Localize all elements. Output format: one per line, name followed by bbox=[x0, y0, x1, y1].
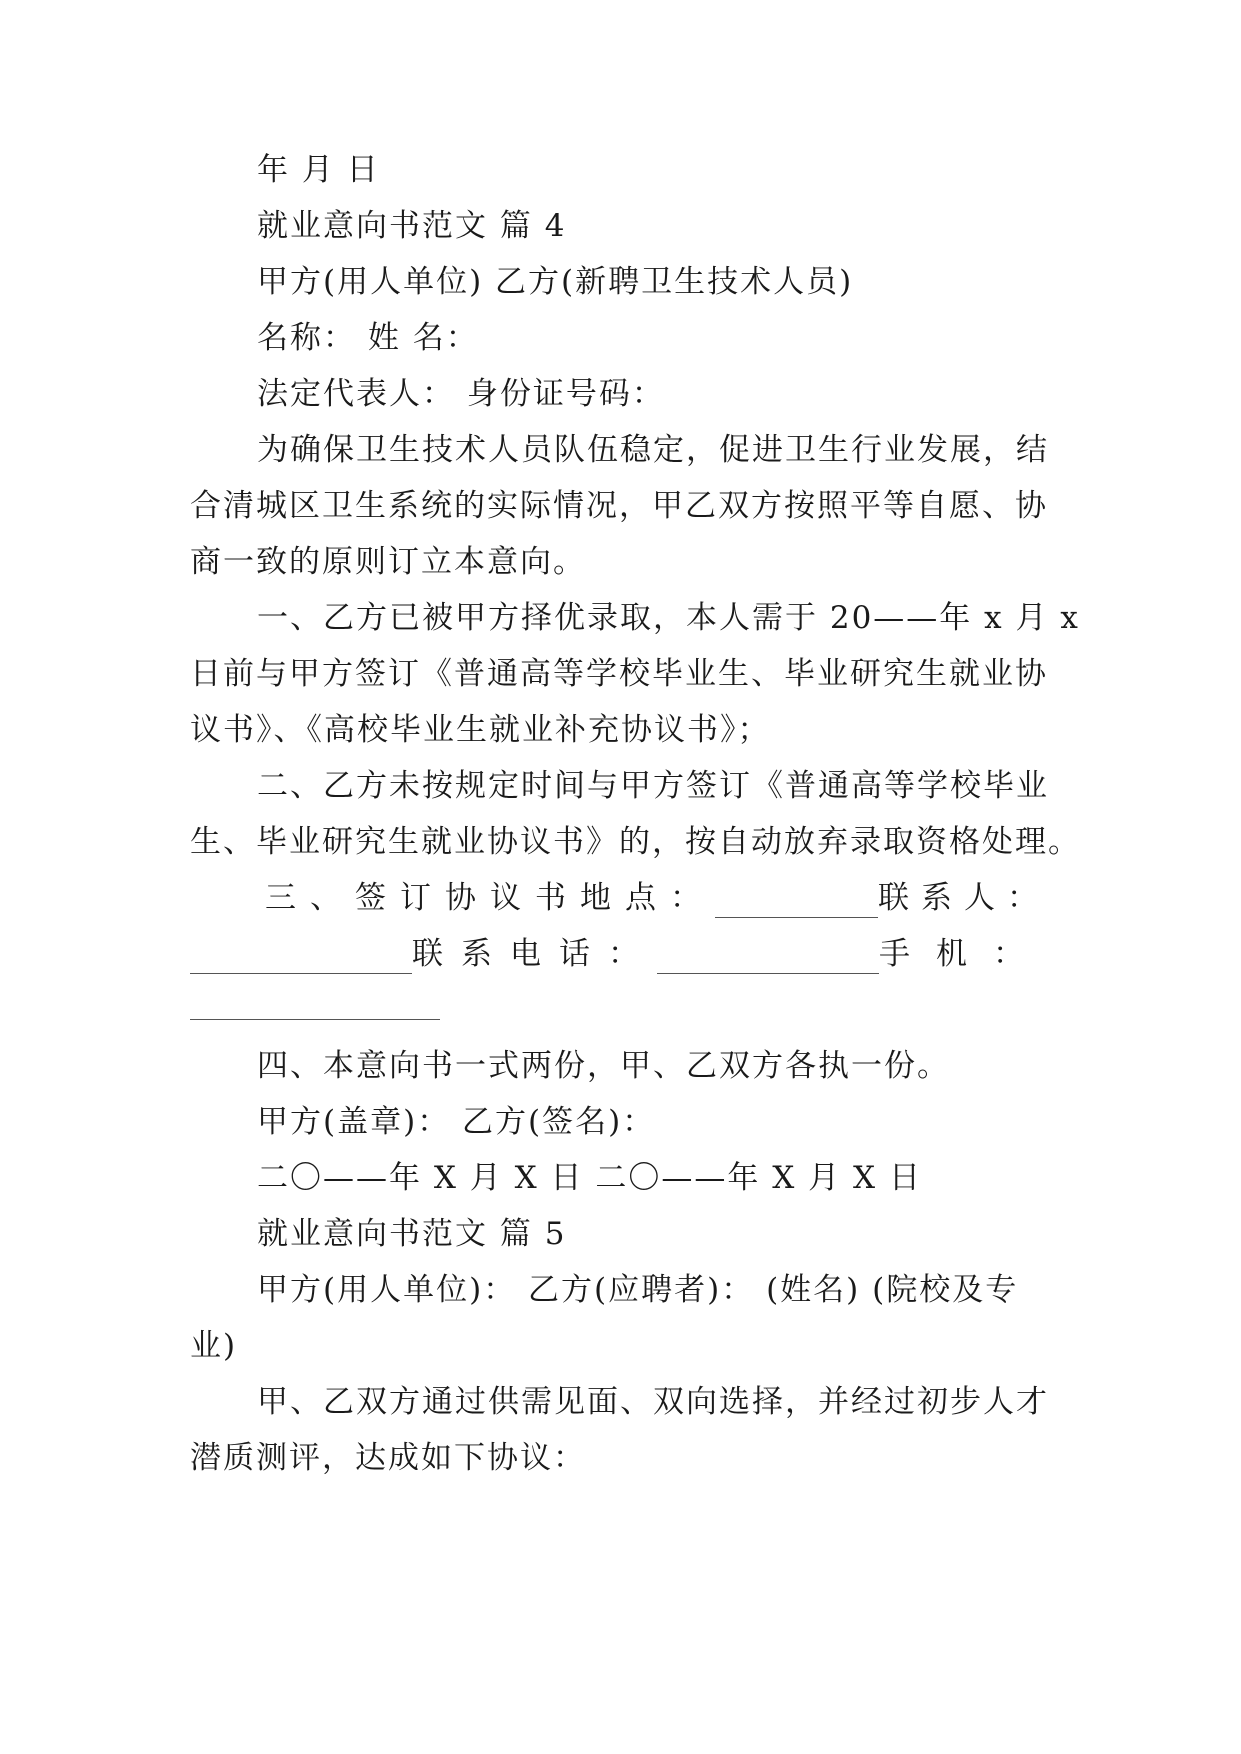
contact-label: 联系人： bbox=[878, 880, 1050, 916]
date-line: 年 月 日 bbox=[257, 152, 380, 188]
signature-date-line: 二〇——年 X 月 X 日 二〇——年 X 月 X 日 bbox=[257, 1160, 922, 1196]
intro-paragraph-line: 商一致的原则订立本意向。 bbox=[190, 544, 586, 580]
clause-3-line bbox=[190, 934, 1050, 974]
phone-blank bbox=[657, 947, 879, 974]
agreement-paragraph-line: 潜质测评，达成如下协议： bbox=[190, 1440, 586, 1476]
mobile-label: 手机： bbox=[879, 936, 1050, 972]
intro-paragraph-line: 为确保卫生技术人员队伍稳定，促进卫生行业发展，结 bbox=[257, 432, 1049, 468]
clause-4-line: 四、本意向书一式两份，甲、乙双方各执一份。 bbox=[257, 1048, 950, 1084]
clause-1-line: 一、乙方已被甲方择优录取，本人需于 20——年 x 月 x bbox=[257, 600, 1080, 636]
signature-line: 甲方(盖章)： 乙方(签名)： bbox=[257, 1104, 656, 1140]
phone-label: 联系电话： bbox=[412, 936, 657, 972]
parties-line: 甲方(用人单位)： 乙方(应聘者)： (姓名) (院校及专 bbox=[257, 1272, 1019, 1308]
parties-line: 甲方(用人单位) 乙方(新聘卫生技术人员) bbox=[257, 264, 854, 300]
intro-paragraph-line: 合清城区卫生系统的实际情况，甲乙双方按照平等自愿、协 bbox=[190, 488, 1048, 524]
clause-1-line: 日前与甲方签订《普通高等学校毕业生、毕业研究生就业协 bbox=[190, 656, 1048, 692]
contact-blank bbox=[190, 947, 412, 974]
agreement-paragraph-line: 甲、乙双方通过供需见面、双向选择，并经过初步人才 bbox=[257, 1384, 1049, 1420]
location-label: 三、签订协议书地点： bbox=[265, 880, 715, 916]
section-heading-5: 就业意向书范文 篇 5 bbox=[257, 1216, 567, 1252]
clause-2-line: 二、乙方未按规定时间与甲方签订《普通高等学校毕业 bbox=[257, 768, 1049, 804]
clause-1-line: 议书》、《高校毕业生就业补充协议书》； bbox=[190, 712, 771, 748]
parties-line: 业) bbox=[190, 1328, 238, 1364]
representative-line: 法定代表人： 身份证号码： bbox=[257, 376, 665, 412]
clause-3-line bbox=[190, 990, 1050, 1030]
mobile-blank bbox=[190, 993, 440, 1020]
name-line: 名称： 姓 名： bbox=[257, 320, 479, 356]
location-blank bbox=[715, 891, 878, 918]
clause-2-line: 生、毕业研究生就业协议书》的，按自动放弃录取资格处理。 bbox=[190, 824, 1081, 860]
clause-3-line bbox=[265, 878, 1050, 918]
section-heading-4: 就业意向书范文 篇 4 bbox=[257, 208, 567, 244]
